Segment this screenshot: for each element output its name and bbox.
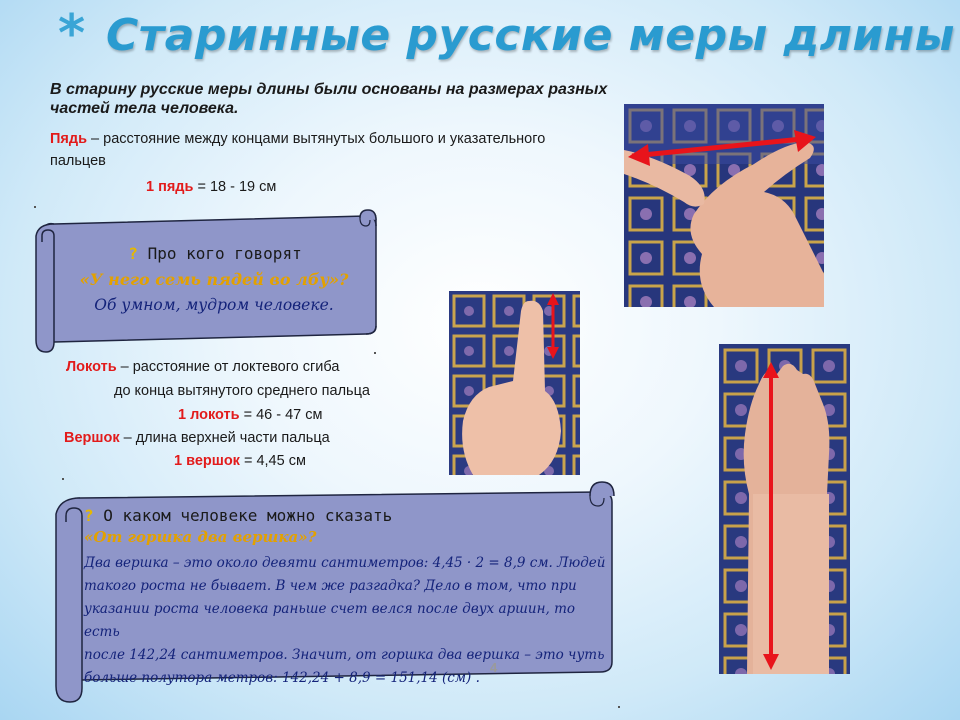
lokot-value-text: = 46 - 47 см bbox=[239, 407, 323, 423]
scroll-1-answer: Об умном, мудром человеке. bbox=[94, 296, 334, 314]
photo-finger bbox=[449, 291, 580, 475]
decor-dot bbox=[618, 706, 620, 708]
decor-dot bbox=[374, 352, 376, 354]
scroll-2-answer bbox=[84, 552, 612, 690]
scroll-2-answer-line: после 142,24 сантиметров. Значит, от горшка два вершка – это чуть bbox=[84, 647, 605, 663]
scroll-2-qmark: ? bbox=[84, 506, 94, 525]
scroll-2-answer-line: больше полутора метров: 142,24 + 8,9 = 151,14 (см) . bbox=[84, 670, 480, 686]
scroll-1-question-text: Про кого говорят bbox=[147, 244, 302, 263]
lokot-definition bbox=[66, 356, 339, 378]
vershok-term: Вершок bbox=[64, 430, 120, 446]
title-star: * bbox=[58, 4, 86, 64]
lokot-value bbox=[178, 404, 322, 426]
scroll-1-question bbox=[60, 244, 370, 263]
scroll-banner-2 bbox=[40, 476, 622, 704]
intro-text: В старину русские меры длины были основаны на размерах разных частей тела человека. bbox=[50, 81, 608, 117]
slide-title: Старинные русские меры длины bbox=[106, 10, 955, 61]
scroll-2-answer-line: Два вершка – это около девяти сантиметров: 4,45 · 2 = 8,9 см. Людей bbox=[84, 555, 606, 571]
finger-illustration bbox=[449, 291, 580, 475]
lokot-definition-2: до конца вытянутого среднего пальца bbox=[114, 383, 370, 399]
scroll-2-answer-line: указании роста человека раньше счет велся после двух аршин, то есть bbox=[84, 601, 576, 640]
pyad-term: Пядь bbox=[50, 131, 88, 147]
hand-span-illustration bbox=[624, 104, 824, 307]
lokot-definition-1: – расстояние от локтевого сгиба bbox=[116, 359, 340, 375]
pyad-value bbox=[146, 176, 276, 198]
scroll-1-saying: «У него семь пядей во лбу»? bbox=[79, 270, 349, 289]
scroll-2-saying: «От горшка два вершка»? bbox=[84, 528, 317, 546]
pyad-definition bbox=[50, 128, 590, 172]
vershok-value-term: 1 вершок bbox=[174, 453, 240, 469]
pyad-value-text: = 18 - 19 см bbox=[193, 179, 277, 195]
vershok-definition-text: – длина верхней части пальца bbox=[119, 430, 330, 446]
scroll-2-question bbox=[84, 506, 604, 525]
lokot-value-term: 1 локоть bbox=[178, 407, 240, 423]
lokot-term: Локоть bbox=[66, 359, 117, 375]
pyad-value-term: 1 пядь bbox=[146, 179, 194, 195]
decor-dot bbox=[34, 206, 36, 208]
photo-hand-span bbox=[624, 104, 824, 307]
photo-forearm bbox=[719, 344, 850, 674]
forearm-illustration bbox=[719, 344, 850, 674]
vershok-definition bbox=[64, 427, 330, 449]
page-number: 4 bbox=[490, 660, 498, 675]
vershok-value-text: = 4,45 см bbox=[239, 453, 306, 469]
scroll-1-qmark: ? bbox=[128, 244, 138, 263]
vershok-value bbox=[174, 450, 306, 472]
decor-dot bbox=[62, 478, 64, 480]
pyad-definition-text: – расстояние между концами вытянутых большого и указательного пальцев bbox=[50, 131, 546, 169]
scroll-2-question-text: О каком человеке можно сказать bbox=[103, 506, 393, 525]
scroll-banner-1 bbox=[30, 208, 380, 356]
scroll-2-answer-line: такого роста не бывает. В чем же разгадка? Дело в том, что при bbox=[84, 578, 577, 594]
